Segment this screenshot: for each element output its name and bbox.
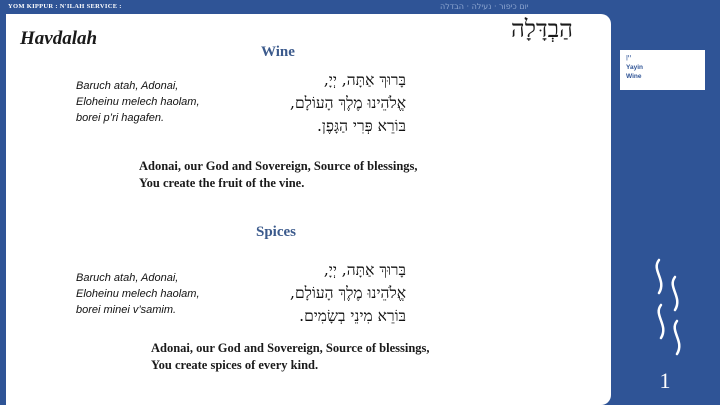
card-hebrew-label: יין <box>626 53 632 61</box>
wine-english-translation <box>139 158 418 192</box>
card-english: Wine <box>626 73 642 80</box>
spices-hebrew-line: אֱלֹהֵינוּ מֶלֶךְ הָעוֹלָם, <box>290 284 406 302</box>
spices-translit-line: borei minei v’samim. <box>76 304 177 316</box>
wine-hebrew-line: אֱלֹהֵינוּ מֶלֶךְ הָעוֹלָם, <box>290 94 406 112</box>
wine-translit-line: borei p’ri hagafen. <box>76 112 165 124</box>
spices-heading: Spices <box>256 224 297 240</box>
page-title: Havdalah <box>20 28 98 49</box>
wine-hebrew-line: בּוֹרֵא פְּרִי הַגָּפֶן. <box>316 117 406 135</box>
wine-english-line: You create the fruit of the vine. <box>139 176 305 190</box>
wine-transliteration <box>76 78 200 126</box>
card-transliteration: Yayin <box>626 64 643 71</box>
service-label: YOM KIPPUR : N'ILAH SERVICE : <box>8 3 122 10</box>
page-number: 1 <box>659 368 671 393</box>
wine-english-line: Adonai, our God and Sovereign, Source of blessings, <box>139 159 418 173</box>
top-bar <box>0 0 720 14</box>
wine-heading: Wine <box>261 44 295 60</box>
spices-english-line: Adonai, our God and Sovereign, Source of blessings, <box>151 341 430 355</box>
service-label-hebrew: יום כיפור · נעילה · הבדלה <box>440 2 529 11</box>
page-title-hebrew: הַבְדָּלָה <box>511 15 573 43</box>
spices-hebrew-line: בָּרוּךְ אַתָּה, יְיָ, <box>323 261 406 279</box>
spices-transliteration <box>76 270 200 318</box>
wine-label-card <box>620 50 705 90</box>
wine-translit-line: Eloheinu melech haolam, <box>76 96 200 108</box>
spices-hebrew-line: בּוֹרֵא מִינֵי בְשָׂמִים. <box>299 307 406 325</box>
spices-english-line: You create spices of every kind. <box>151 358 319 372</box>
prayer-page <box>6 14 611 405</box>
spices-translit-line: Eloheinu melech haolam, <box>76 288 200 300</box>
wavy-lines-icon <box>645 255 695 365</box>
spices-translit-line: Baruch atah, Adonai, <box>76 272 179 284</box>
wine-hebrew-line: בָּרוּךְ אַתָּה, יְיָ, <box>323 71 406 89</box>
spices-english-translation <box>151 340 430 374</box>
spices-hebrew-blessing <box>290 259 406 328</box>
wine-translit-line: Baruch atah, Adonai, <box>76 80 179 92</box>
wine-hebrew-blessing <box>290 69 406 138</box>
